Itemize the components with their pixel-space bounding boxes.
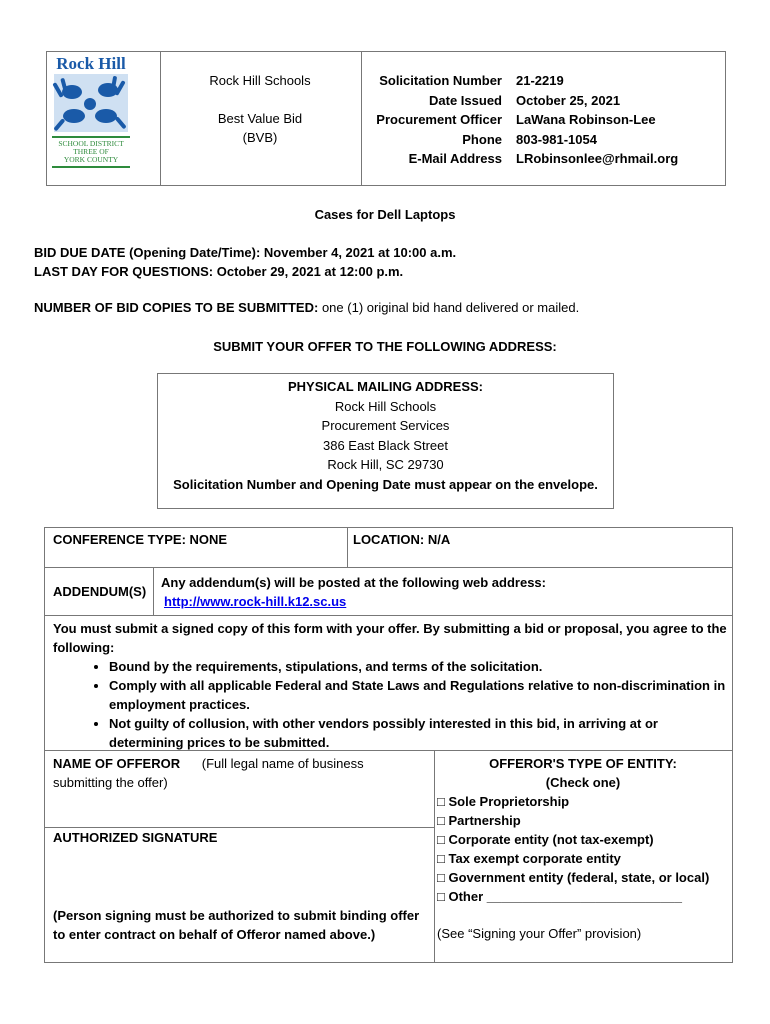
logo-subtitle: SCHOOL DISTRICT THREE OF YORK COUNTY [58,139,124,164]
entity-option[interactable]: □ Partnership [437,813,521,828]
solicitation-number: 21-2219 [516,73,564,88]
agreement-item: • Bound by the requirements, stipulations, and terms of the solicitation. [109,657,729,676]
bid-abbr: (BVB) [242,130,278,145]
checkbox-icon[interactable]: □ [437,794,445,809]
bid-copies-value: one (1) original bid hand delivered or mailed. [321,300,580,315]
agreement-list [53,657,729,752]
phone: 803-981-1054 [516,131,597,147]
offeror-label: NAME OF OFFEROR [53,756,181,771]
addendum-label: ADDENDUM(S) [53,584,147,599]
header-values [516,71,721,169]
address-line: 386 East Black Street [322,437,448,453]
document-title: Cases for Dell Laptops [314,207,456,222]
entity-option[interactable]: □ Sole Proprietorship [437,794,570,809]
entity-option[interactable]: □ Other ___________________________ [437,889,682,904]
header-org [160,71,360,147]
logo-title: Rock Hill [56,54,126,73]
last-day-questions: LAST DAY FOR QUESTIONS: October 29, 2021 at 12:00 p.m. [34,264,404,279]
offeror-name-field[interactable] [53,754,428,792]
conference-type: CONFERENCE TYPE: NONE [53,532,228,547]
district-logo [52,54,130,168]
agreement-section [53,619,729,752]
date-issued: October 25, 2021 [516,92,621,108]
offeror-hint: submitting the offer) [53,775,168,790]
bid-type: Best Value Bid [217,111,303,126]
checkbox-icon[interactable]: □ [437,870,445,885]
entity-option[interactable]: □ Tax exempt corporate entity [437,851,621,866]
entity-option[interactable]: □ Government entity (federal, state, or local) [437,870,710,885]
entity-option[interactable]: □ Corporate entity (not tax-exempt) [437,832,654,847]
header-label: Solicitation Number [379,73,502,88]
address-line: Rock Hill, SC 29730 [327,457,444,472]
agreement-item: • Comply with all applicable Federal and State Laws and Regulations relative to non-discrimination in employment practices. [109,676,729,714]
address-heading: PHYSICAL MAILING ADDRESS: [287,379,483,394]
address-box [157,373,614,509]
address-line: Procurement Services [321,418,450,433]
header-labels [365,71,502,169]
checkbox-icon[interactable]: □ [437,889,445,904]
offeror-hint: (Full legal name of business [201,756,364,771]
submit-heading: SUBMIT YOUR OFFER TO THE FOLLOWING ADDRESS: [213,339,557,354]
header-label: E-Mail Address [408,151,502,166]
addendum-link[interactable]: http://www.rock-hill.k12.sc.us [164,594,347,609]
signature-label: AUTHORIZED SIGNATURE [53,830,218,845]
header-divider [361,52,362,185]
checkbox-icon[interactable]: □ [437,832,445,847]
agreement-item: • Not guilty of collusion, with other vendors possibly interested in this bid, in arriving at or determining prices to be submitted. [109,714,729,752]
address-note: Solicitation Number and Opening Date must appear on the envelope. [173,476,598,492]
header-label: Procurement Officer [376,112,502,127]
signature-note: (Person signing must be authorized to submit binding offer to enter contract on behalf of Offeror named above.) [53,908,420,942]
header-label: Phone [462,131,502,147]
entity-section [437,754,729,943]
signature-field[interactable] [53,846,428,902]
entity-heading: OFFEROR'S TYPE OF ENTITY: [489,756,677,771]
bid-due-date: BID DUE DATE (Opening Date/Time): November 4, 2021 at 10:00 a.m. [34,245,457,260]
bid-copies [34,300,579,315]
bid-copies-label: NUMBER OF BID COPIES TO BE SUBMITTED: [34,300,319,315]
location: LOCATION: N/A [353,532,451,547]
entity-sub: (Check one) [545,775,621,790]
hands-logo-icon [52,74,130,134]
entity-footer: (See “Signing your Offer” provision) [437,926,642,941]
org-name: Rock Hill Schools [209,73,311,88]
agreement-text: You must submit a signed copy of this form with your offer. By submitting a bid or proposal, you agree to the following: [53,621,727,655]
checkbox-icon[interactable]: □ [437,813,445,828]
procurement-officer: LaWana Robinson-Lee [516,112,656,127]
checkbox-icon[interactable]: □ [437,851,445,866]
header-label: Date Issued [429,92,502,108]
email: LRobinsonlee@rhmail.org [516,151,679,166]
offer-table [44,527,733,963]
address-line: Rock Hill Schools [334,398,437,414]
addendum-text: Any addendum(s) will be posted at the following web address: [161,575,546,590]
